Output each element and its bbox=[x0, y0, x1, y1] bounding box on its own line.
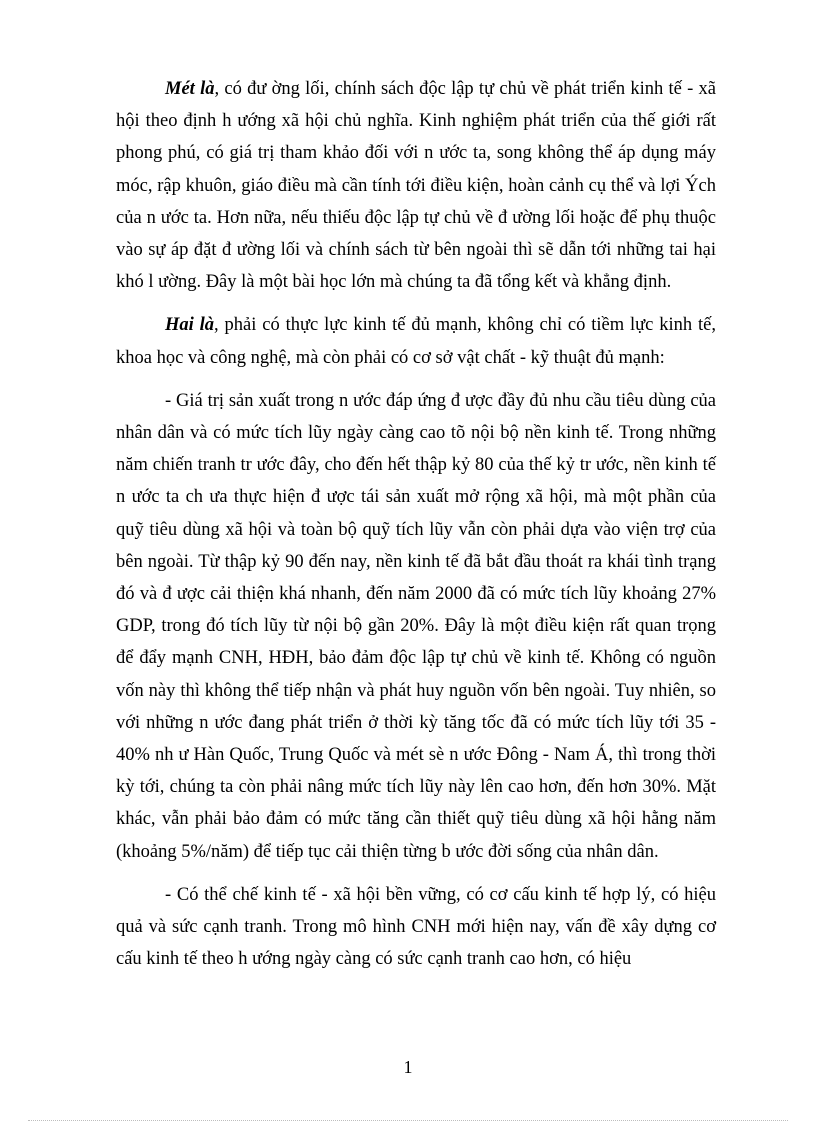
paragraph-lead: Mét là bbox=[165, 79, 215, 99]
paragraph-second-lesson bbox=[116, 309, 716, 373]
paragraph-lead: Hai là bbox=[165, 315, 215, 336]
paragraph-production-value bbox=[116, 385, 716, 868]
page-number: 1 bbox=[403, 1057, 413, 1077]
body-text bbox=[116, 73, 716, 986]
paragraph-text: - Giá trị sản xuất trong n ước đáp ứng đ ược đầy đủ nhu cầu tiêu dùng của nhân dân và có mức tích lũy ngày càng cao tõ nội bộ nền kinh tế. Trong những năm chiến tranh tr ước đây, cho đến hết thập kỷ 80 của thế kỷ tr ước, nền kinh tế n ước ta ch ưa thực hiện đ ược tái sản xuất mở rộng xã hội, mà một phần của quỹ tiêu dùng xã hội và toàn bộ quỹ tích lũy vẫn còn phải dựa vào viện trợ của bên ngoài. Từ thập kỷ 90 đến nay, nền kinh tế đã bắt đầu thoát ra khái tình trạng đó và đ ược cải thiện khá nhanh, đến năm 2000 đã có mức tích lũy khoảng 27% GDP, trong đó tích lũy từ nội bộ gần 20%. Đây là một điều kiện rất quan trọng để đẩy mạnh CNH, HĐH, bảo đảm độc lập tự chủ về kinh tế. Không có nguồn vốn này thì không thể tiếp nhận và phát huy nguồn vốn bên ngoài. Tuy nhiên, so với những n ước đang phát triển ở thời kỳ tăng tốc đã có mức tích lũy tới 35 - 40% nh ư Hàn Quốc, Trung Quốc và mét sè n ước Đông - Nam Á, thì trong thời kỳ tới, chúng ta còn phải nâng mức tích lũy này lên cao hơn, đến hơn 30%. Mặt khác, vẫn phải bảo đảm có mức tăng cần thiết quỹ tiêu dùng xã hội hằng năm (khoảng 5%/năm) để tiếp tục cải thiện từng b ước đời sống của nhân dân. bbox=[116, 390, 716, 862]
paragraph-text: - Có thể chế kinh tế - xã hội bền vững, có cơ cấu kinh tế hợp lý, có hiệu quả và sức cạnh tranh. Trong mô hình CNH mới hiện nay, vấn đề xây dựng cơ cấu kinh tế theo h ướng ngày càng có sức cạnh tranh cao hơn, có hiệu bbox=[116, 884, 716, 970]
paragraph-first-lesson bbox=[116, 73, 716, 298]
paragraph-text: , phải có thực lực kinh tế đủ mạnh, không chỉ có tiềm lực kinh tế, khoa học và công nghệ, mà còn phải có cơ sở vật chất - kỹ thuật đủ mạnh: bbox=[116, 315, 716, 368]
paragraph-economic-institution bbox=[116, 879, 716, 976]
paragraph-text: , có đư ờng lối, chính sách độc lập tự chủ về phát triển kinh tế - xã hội theo định h ướng xã hội chủ nghĩa. Kinh nghiệm phát triển của thế giới rất phong phú, có giá trị tham khảo đối với n ước ta, song không thể áp dụng máy móc, rập khuôn, giáo điều mà cần tính tới điều kiện, hoàn cảnh cụ thể và lợi Ých của n ước ta. Hơn nữa, nếu thiếu độc lập tự chủ về đ ường lối hoặc để phụ thuộc vào sự áp đặt đ ường lối và chính sách từ bên ngoài thì sẽ dẫn tới những tai hại khó l ường. Đây là một bài học lớn mà chúng ta đã tổng kết và khẳng định. bbox=[116, 79, 716, 293]
page-bottom-divider bbox=[28, 1120, 788, 1121]
